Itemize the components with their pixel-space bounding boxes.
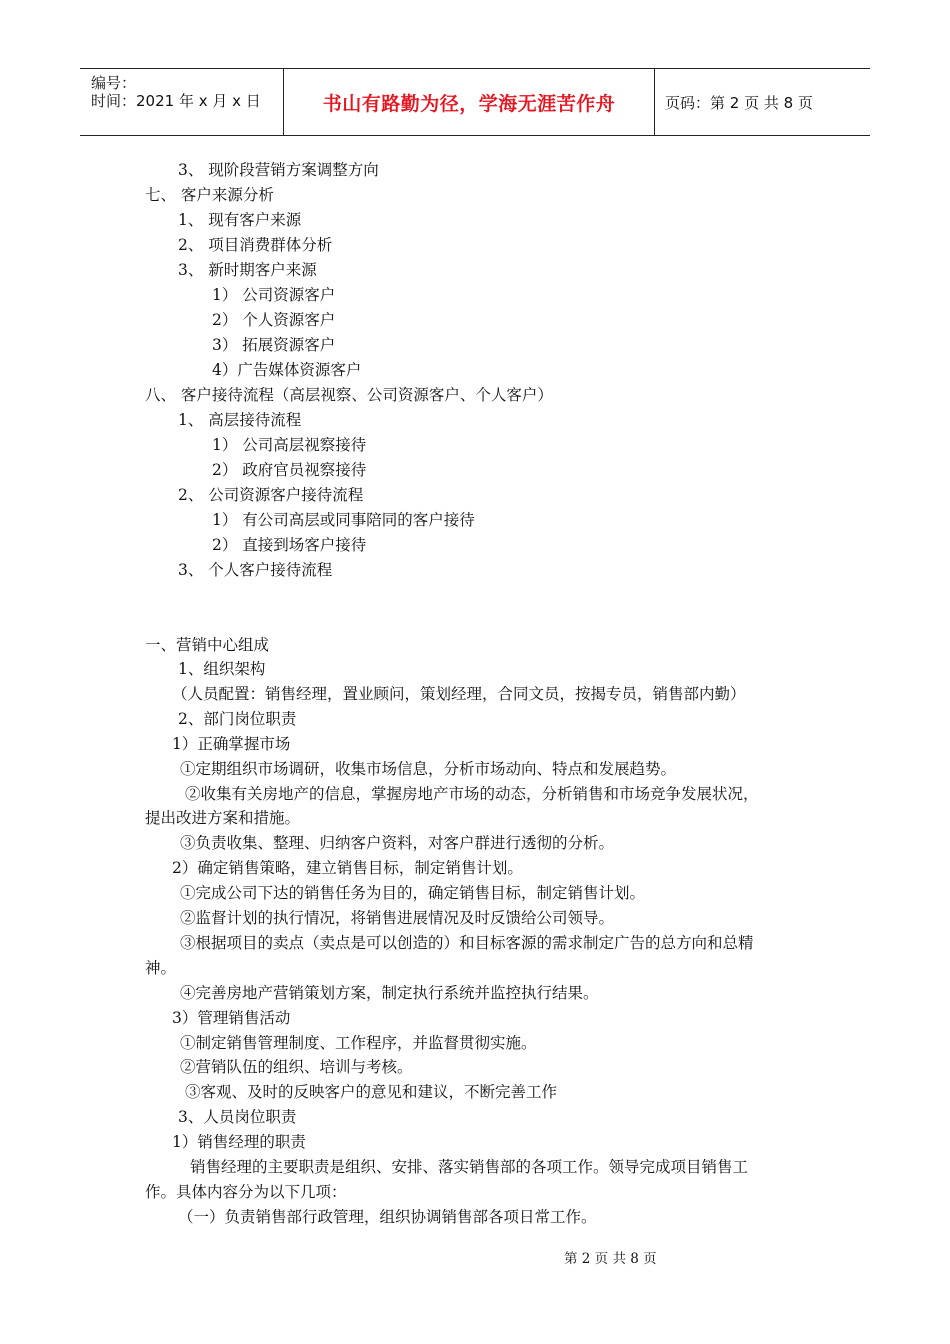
text-line: 4）广告媒体资源客户 [212,361,362,379]
document-number: 编号： [91,74,137,92]
text-line: 2） 直接到场客户接待 [212,536,367,554]
text-line: 3、人员岗位职责 [178,1108,297,1126]
document-date: 时间：2021 年 x 月 x 日 [91,92,261,110]
text-line: ④完善房地产营销策划方案，制定执行系统并监控执行结果。 [180,984,599,1002]
text-line: ②监督计划的执行情况，将销售进展情况及时反馈给公司领导。 [180,909,615,927]
text-line: 3、 新时期客户来源 [178,261,317,279]
text-line: ②营销队伍的组织、培训与考核。 [180,1058,413,1076]
text-line: 1、组织架构 [178,660,266,678]
text-line: 神。 [145,959,177,977]
text-line: （一）负责销售部行政管理，组织协调销售部各项日常工作。 [178,1208,597,1226]
section-heading: 七、 客户来源分析 [145,186,274,204]
section-heading: 一、营销中心组成 [145,636,270,654]
text-line: 3） 拓展资源客户 [212,336,336,354]
header-meta [80,69,283,135]
text-line: 1） 公司高层视察接待 [212,436,367,454]
text-line: （人员配置：销售经理，置业顾问，策划经理，合同文员，按揭专员，销售部内勤） [172,685,746,703]
text-line: 2、 项目消费群体分析 [178,236,333,254]
text-line: 销售经理的主要职责是组织、安排、落实销售部的各项工作。领导完成项目销售工 [190,1158,749,1176]
text-line: 3、 个人客户接待流程 [178,561,333,579]
text-line: 2、部门岗位职责 [178,710,297,728]
header-motto-cell [283,69,655,135]
text-line: ①完成公司下达的销售任务为目的，确定销售目标，制定销售计划。 [180,884,646,902]
text-line: 2） 个人资源客户 [212,311,336,329]
text-line: 1、 现有客户来源 [178,211,302,229]
text-line: 2）确定销售策略，建立销售目标，制定销售计划。 [172,859,523,877]
text-line: 1）销售经理的职责 [172,1133,306,1151]
header-motto: 书山有路勤为径，学海无涯苦作舟 [322,92,616,115]
text-line: 3、 现阶段营销方案调整方向 [178,161,379,179]
text-line: ①定期组织市场调研，收集市场信息，分析市场动向、特点和发展趋势。 [180,760,677,778]
page-header [80,68,870,136]
text-line: 1） 有公司高层或同事陪同的客户接待 [212,511,475,529]
header-page-number: 页码：第 2 页 共 8 页 [665,93,813,112]
text-line: 1）正确掌握市场 [172,735,291,753]
text-line: 1） 公司资源客户 [212,286,336,304]
text-line: 3）管理销售活动 [172,1009,291,1027]
text-line: ③客观、及时的反映客户的意见和建议，不断完善工作 [185,1083,558,1101]
text-line: ①制定销售管理制度、工作程序，并监督贯彻实施。 [180,1034,537,1052]
section-heading: 八、 客户接待流程（高层视察、公司资源客户、个人客户） [145,386,553,404]
text-line: 作。具体内容分为以下几项： [145,1183,347,1201]
page-footer: 第 2 页 共 8 页 [564,1251,657,1267]
header-page-cell [655,69,870,135]
text-line: 提出改进方案和措施。 [145,809,301,827]
text-line: 1、 高层接待流程 [178,411,302,429]
text-line: ③负责收集、整理、归纳客户资料，对客户群进行透彻的分析。 [180,834,615,852]
text-line: ②收集有关房地产的信息，掌握房地产市场的动态，分析销售和市场竞争发展状况， [185,785,759,803]
text-line: ③根据项目的卖点（卖点是可以创造的）和目标客源的需求制定广告的总方向和总精 [180,934,754,952]
text-line: 2） 政府官员视察接待 [212,461,367,479]
text-line: 2、 公司资源客户接待流程 [178,486,364,504]
